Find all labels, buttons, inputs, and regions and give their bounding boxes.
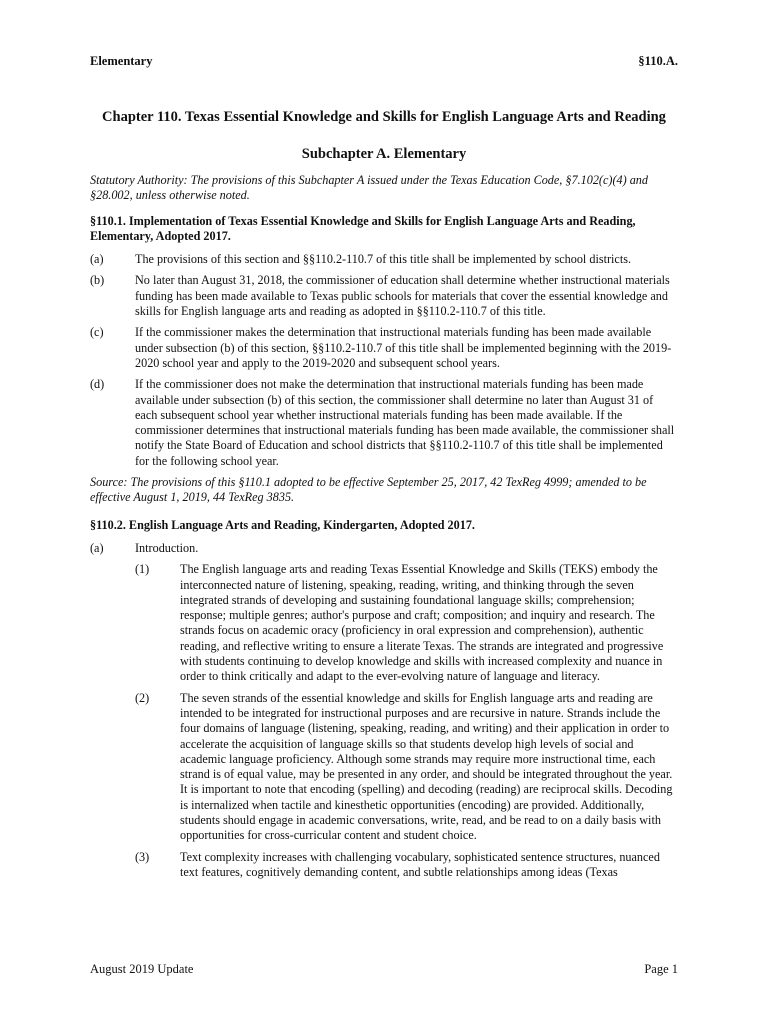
section-110-1-source: Source: The provisions of this §110.1 adopted to be effective September 25, 2017, 42 TexReg 4999; amended to be effective August 1, 2019, 44 TexReg 3835. bbox=[90, 475, 647, 505]
item-text: Introduction. bbox=[135, 540, 199, 555]
header-left: Elementary bbox=[90, 54, 153, 68]
subitem-text: Text complexity increases with challenging vocabulary, sophisticated sentence structures, nuanced text features, cognitively demanding content, and subtle relationships among ideas (Texas bbox=[180, 849, 660, 879]
section-110-2-subitem-1 bbox=[135, 562, 678, 684]
item-label: (a) bbox=[90, 540, 104, 555]
section-110-2-heading: §110.2. English Language Arts and Reading, Kindergarten, Adopted 2017. bbox=[90, 517, 475, 532]
item-text: No later than August 31, 2018, the commissioner of education shall determine whether instructional materials funding has been made available to Texas public schools for materials that cover the essential knowledge and skills for English language arts and reading as adopted in §§110.2-110.7 of this title. bbox=[135, 273, 670, 319]
subchapter-title: Subchapter A. Elementary bbox=[301, 146, 467, 162]
page-content bbox=[90, 108, 678, 886]
section-110-1-heading: §110.1. Implementation of Texas Essential Knowledge and Skills for English Language Arts and Reading, Elementary, Adopted 2017. bbox=[90, 213, 636, 243]
item-label: (c) bbox=[90, 325, 104, 340]
statutory-authority: Statutory Authority: The provisions of this Subchapter A issued under the Texas Education Code, §7.102(c)(4) and §28.002, unless otherwise noted. bbox=[90, 173, 648, 203]
subitem-label: (3) bbox=[135, 849, 150, 864]
subitem-text: The seven strands of the essential knowledge and skills for English language arts and reading are intended to be integrated for instructional purposes and are recursive in nature. Strands include the four domains of language (listening, speaking, reading, and writing) and their application in order to accelerate the acquisition of language skills so that students develop high levels of social and academic language proficiency. Although some strands may require more instructional time, each strand is of equal value, may be presented in any order, and should be integrated throughout the year. It is important to note that encoding (spelling) and decoding (reading) are reciprocal skills. Decoding is internalized when tactile and kinesthetic opportunities (encoding) are provided. Additionally, students should engage in academic conversations, write, read, and be read to on a daily basis with opportunities for cross-curricular content and student choice. bbox=[180, 690, 673, 843]
section-110-2-item-a bbox=[90, 541, 678, 556]
section-110-1-item-a bbox=[90, 252, 678, 267]
footer-left: August 2019 Update bbox=[90, 962, 194, 976]
section-110-1-item-d bbox=[90, 377, 678, 469]
item-text: The provisions of this section and §§110.2-110.7 of this title shall be implemented by school districts. bbox=[135, 252, 632, 267]
section-110-2-subitem-2 bbox=[135, 691, 678, 844]
subitem-text: The English language arts and reading Texas Essential Knowledge and Skills (TEKS) embody the interconnected nature of listening, speaking, reading, writing, and thinking through the seven integrated strands of developing and sustaining foundational language skills; comprehension; response; multiple genres; author's purpose and craft; composition; and inquiry and research. The strands focus on academic oracy (proficiency in oral expression and comprehension), authentic reading, and reflective writing to ensure a literate Texas. The strands are integrated and progressive with students continuing to develop knowledge and skills with increased complexity and nuance in order to think critically and adapt to the ever-evolving nature of language and literacy. bbox=[180, 562, 664, 684]
subitem-label: (2) bbox=[135, 690, 150, 705]
header-right: §110.A. bbox=[638, 54, 678, 68]
chapter-title: Chapter 110. Texas Essential Knowledge and Skills for English Language Arts and Reading bbox=[102, 109, 666, 125]
subitem-label: (1) bbox=[135, 562, 150, 577]
section-110-2-subitem-3 bbox=[135, 850, 678, 881]
item-label: (a) bbox=[90, 252, 104, 267]
page-header bbox=[90, 54, 678, 69]
item-text: If the commissioner does not make the determination that instructional materials funding has been made available under subsection (b) of this section, the commissioner shall determine no later than August 31 of each subsequent school year whether instructional materials funding has been made available. If the commissioner determines that instructional materials funding has been made available, the commissioner shall notify the State Board of Education and school districts that §§110.2-110.7 of this title shall be implemented for the following school year. bbox=[135, 377, 675, 468]
page-number: Page 1 bbox=[644, 962, 678, 976]
section-110-1-item-c bbox=[90, 325, 678, 371]
item-label: (d) bbox=[90, 377, 105, 392]
page-footer bbox=[90, 962, 678, 977]
section-110-1-item-b bbox=[90, 273, 678, 319]
item-label: (b) bbox=[90, 273, 105, 288]
item-text: If the commissioner makes the determination that instructional materials funding has been made available under subsection (b) of this section, §§110.2-110.7 of this title shall be implemented beginning with the 2019-2020 school year and apply to the 2019-2020 and subsequent school years. bbox=[135, 325, 672, 370]
